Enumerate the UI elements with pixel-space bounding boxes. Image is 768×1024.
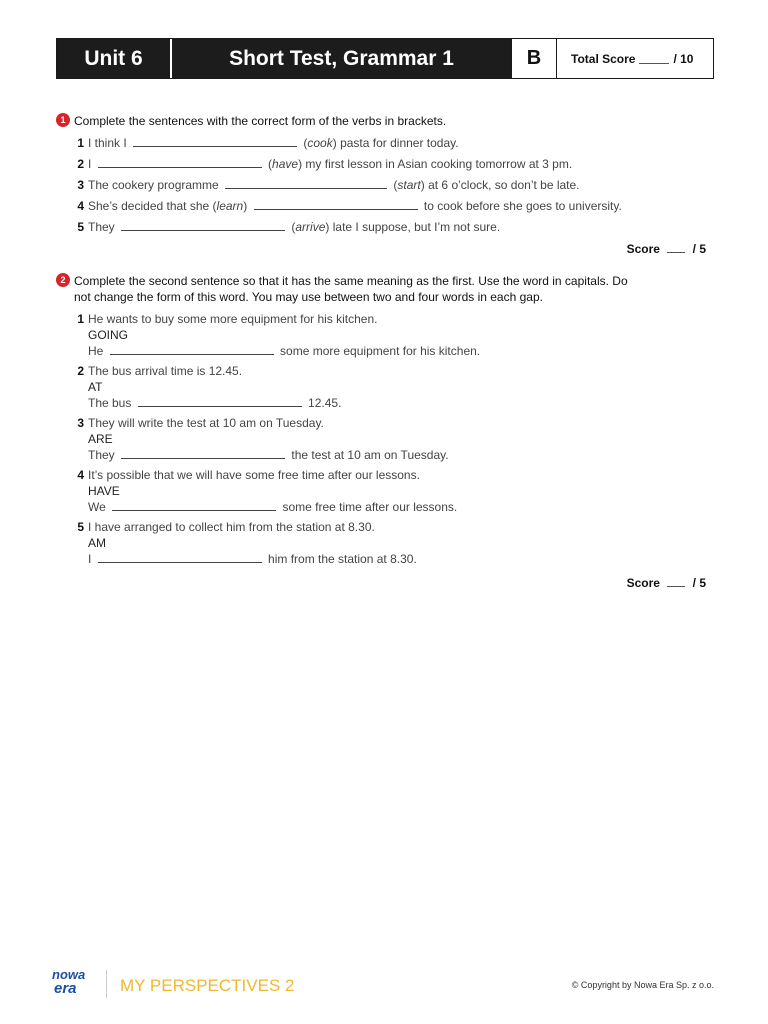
answer-gap[interactable] [112, 499, 276, 511]
score-label: Score [626, 576, 660, 590]
answer-gap[interactable] [254, 198, 418, 210]
test-title: Short Test, Grammar 1 [172, 39, 511, 78]
rewrite-end: some more equipment for his kitchen. [280, 344, 481, 358]
total-score-blank[interactable] [639, 53, 669, 64]
task-number-badge: 2 [56, 273, 70, 287]
original-sentence: They will write the test at 10 am on Tuesday. [88, 416, 324, 430]
task-2-item [77, 519, 714, 571]
rewrite-start: He [88, 344, 104, 358]
item-text-after: late I suppose, but I’m not sure. [332, 220, 501, 234]
rewrite-line [88, 499, 714, 515]
unit-label: Unit 6 [57, 39, 172, 78]
logo-line-2: era [54, 980, 77, 997]
rewrite-line [88, 343, 714, 359]
answer-gap[interactable] [121, 447, 285, 459]
original-sentence: The bus arrival time is 12.45. [88, 364, 243, 378]
task-number-badge: 1 [56, 113, 70, 127]
item-number: 4 [77, 199, 84, 213]
task-2-item [77, 363, 714, 415]
verb-hint: start [397, 178, 421, 192]
score-max: / 5 [692, 576, 706, 590]
rewrite-start: The bus [88, 396, 132, 410]
total-score [557, 39, 713, 78]
item-text-before: She’s decided that she [88, 199, 210, 213]
item-text-after: my first lesson in Asian cooking tomorrow at 3 pm. [305, 157, 573, 171]
keyword: GOING [88, 328, 129, 342]
series-title: MY PERSPECTIVES 2 [120, 976, 295, 995]
answer-gap[interactable] [98, 551, 262, 563]
task-1-item: 4 She’s decided that she (learn) to cook before she goes to university. [88, 198, 714, 219]
total-score-max: / 10 [673, 51, 694, 66]
rewrite-start: I [88, 552, 92, 566]
answer-gap[interactable] [133, 135, 297, 147]
footer-divider [106, 970, 107, 998]
item-number: 5 [77, 220, 84, 234]
item-text-after: at 6 o’clock, so don’t be late. [428, 178, 580, 192]
task-1-score [627, 242, 706, 256]
task-2-item [77, 467, 714, 519]
total-score-label: Total Score [571, 51, 636, 66]
answer-gap[interactable] [138, 395, 302, 407]
item-text-before: The cookery programme [88, 178, 219, 192]
rewrite-end: some free time after our lessons. [282, 500, 458, 514]
task-1-items [56, 135, 714, 240]
task-2-items [56, 311, 714, 571]
item-number: 4 [77, 468, 84, 482]
answer-gap[interactable] [110, 343, 274, 355]
task-1-item: 1 I think I (cook) pasta for dinner today. [88, 135, 714, 156]
score-blank[interactable] [667, 242, 685, 253]
answer-gap[interactable] [225, 177, 387, 189]
rewrite-end: 12.45. [308, 396, 342, 410]
keyword: HAVE [88, 484, 120, 498]
item-text-after: to cook before she goes to university. [423, 199, 622, 213]
original-sentence: It’s possible that we will have some free time after our lessons. [88, 468, 420, 482]
keyword: AT [88, 380, 103, 394]
rewrite-end: the test at 10 am on Tuesday. [291, 448, 449, 462]
item-number: 1 [77, 312, 84, 326]
verb-hint: have [272, 157, 299, 171]
score-max: / 5 [692, 242, 706, 256]
task-1 [56, 113, 714, 256]
task-1-item: 5 They (arrive) late I suppose, but I’m not sure. [88, 219, 714, 240]
verb-hint: learn [216, 199, 244, 213]
answer-gap[interactable] [98, 156, 262, 168]
keyword: ARE [88, 432, 113, 446]
logo-line-1: nowa [52, 967, 86, 982]
nowa-era-logo [52, 968, 96, 998]
original-sentence: I have arranged to collect him from the station at 8.30. [88, 520, 375, 534]
rewrite-line [88, 447, 714, 463]
keyword: AM [88, 536, 106, 550]
item-text-before: I [88, 157, 92, 171]
item-text-before: They [88, 220, 115, 234]
task-1-item: 2 I (have) my first lesson in Asian cooking tomorrow at 3 pm. [88, 156, 714, 177]
item-number: 2 [77, 364, 84, 378]
test-header [56, 38, 714, 79]
item-number: 1 [77, 136, 84, 150]
task-1-item: 3 The cookery programme (start) at 6 o’clock, so don’t be late. [88, 177, 714, 198]
rewrite-start: They [88, 448, 115, 462]
answer-gap[interactable] [121, 219, 285, 231]
original-sentence: He wants to buy some more equipment for his kitchen. [88, 312, 378, 326]
item-text-after: pasta for dinner today. [340, 136, 459, 150]
score-blank[interactable] [667, 576, 685, 587]
item-number: 2 [77, 157, 84, 171]
task-1-instruction: Complete the sentences with the correct form of the verbs in brackets. [74, 114, 447, 128]
version-letter: B [511, 39, 557, 78]
item-number: 3 [77, 416, 84, 430]
task-2-score [627, 576, 706, 590]
verb-hint: cook [307, 136, 333, 150]
task-2-instruction: Complete the second sentence so that it has the same meaning as the first. Use the word in capitals. Do not change the form of this word. You may use between two and four words in each gap. [74, 274, 628, 304]
verb-hint: arrive [295, 220, 326, 234]
rewrite-line [88, 395, 714, 411]
task-2-item [77, 311, 714, 363]
rewrite-end: him from the station at 8.30. [268, 552, 417, 566]
rewrite-start: We [88, 500, 106, 514]
item-number: 3 [77, 178, 84, 192]
item-number: 5 [77, 520, 84, 534]
item-text-before: I think I [88, 136, 127, 150]
rewrite-line [88, 551, 714, 567]
task-2 [56, 273, 714, 590]
task-2-item [77, 415, 714, 467]
copyright-notice: © Copyright by Nowa Era Sp. z o.o. [571, 980, 714, 990]
score-label: Score [626, 242, 660, 256]
